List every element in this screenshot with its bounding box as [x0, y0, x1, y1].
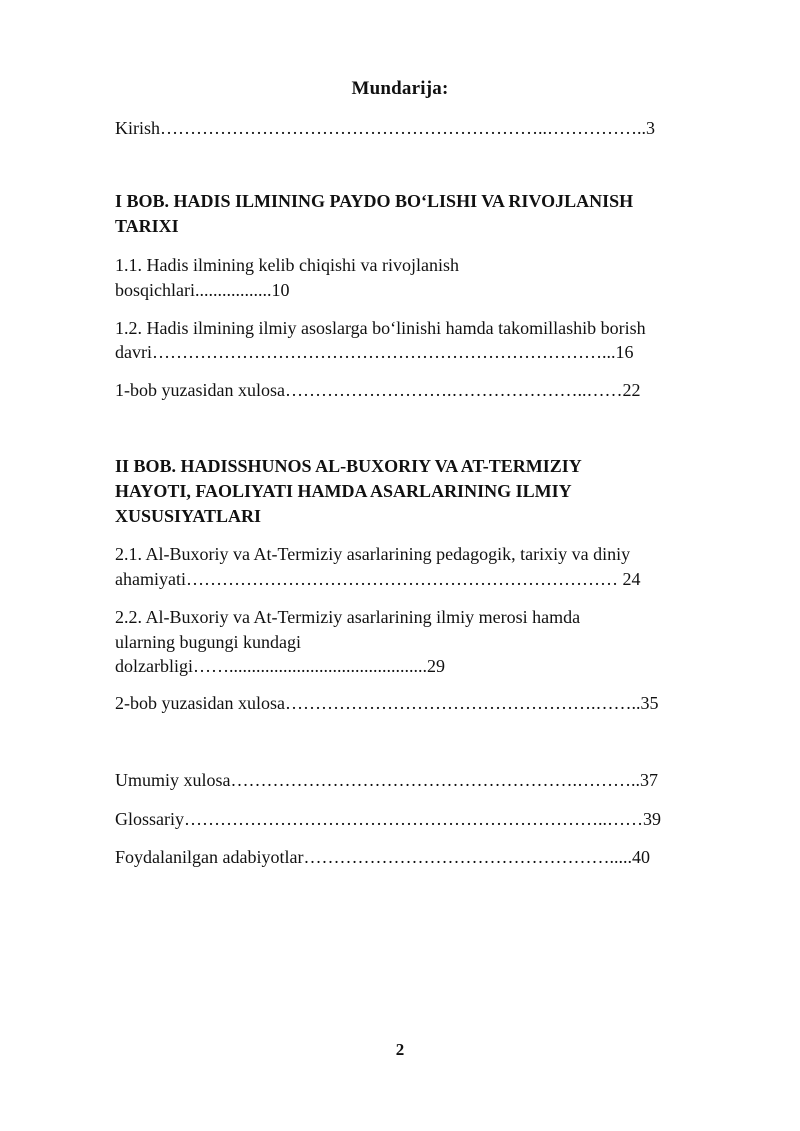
toc-entry-glossary: Glossariy……………………………………………………………..……39	[115, 809, 661, 829]
toc-entry-2-2-line-2: ularning bugungi kundagi	[115, 632, 301, 652]
toc-entry-2-1-line-1: 2.1. Al-Buxoriy va At-Termiziy asarlarining pedagogik, tarixiy va diniy	[115, 544, 631, 564]
chapter-1-title-line-2: TARIXI	[115, 216, 179, 236]
toc-entry-bibliography: Foydalanilgan adabiyotlar…………………………………………….....40	[115, 847, 650, 867]
toc-entry-1-1-line-2: bosqichlari.................10	[115, 280, 290, 300]
toc-entry-1-2-line-1: 1.2. Hadis ilmining ilmiy asoslarga boʻlinishi hamda takomillashib borish	[115, 318, 646, 338]
toc-entry-general-conclusion: Umumiy xulosa………………………………………………….………..37	[115, 770, 658, 790]
toc-entry-2-2-line-3: dolzarbligi……............................................29	[115, 656, 445, 676]
toc-entry-2-2-line-1: 2.2. Al-Buxoriy va At-Termiziy asarlarining ilmiy merosi hamda	[115, 607, 581, 627]
toc-entry-kirish: Kirish………………………………………………………..……………..3	[115, 118, 655, 138]
chapter-1-title-line-1: I BOB. HADIS ILMINING PAYDO BOʻLISHI VA RIVOJLANISH	[115, 191, 634, 211]
chapter-2-title-line-2: HAYOTI, FAOLIYATI HAMDA ASARLARINING ILMIY	[115, 481, 572, 501]
toc-entry-2-1-line-2: ahamiyati……………………………………………………………… 24	[115, 569, 641, 589]
chapter-2-title-line-1: II BOB. HADISSHUNOS AL-BUXORIY VA AT-TERMIZIY	[115, 456, 582, 476]
chapter-2-title-line-3: XUSUSIYATLARI	[115, 506, 262, 526]
page-number: 2	[395, 1040, 405, 1059]
toc-entry-chapter-2-conclusion: 2-bob yuzasidan xulosa…………………………………………….……..35	[115, 693, 659, 713]
toc-entry-1-1-line-1: 1.1. Hadis ilmining kelib chiqishi va rivojlanish	[115, 255, 459, 275]
toc-entry-1-2-line-2: davri…………………………………………………………………...16	[115, 342, 634, 362]
toc-entry-chapter-1-conclusion: 1-bob yuzasidan xulosa……………………….…………………..……22	[115, 380, 641, 400]
toc-heading: Mundarija:	[351, 78, 449, 99]
